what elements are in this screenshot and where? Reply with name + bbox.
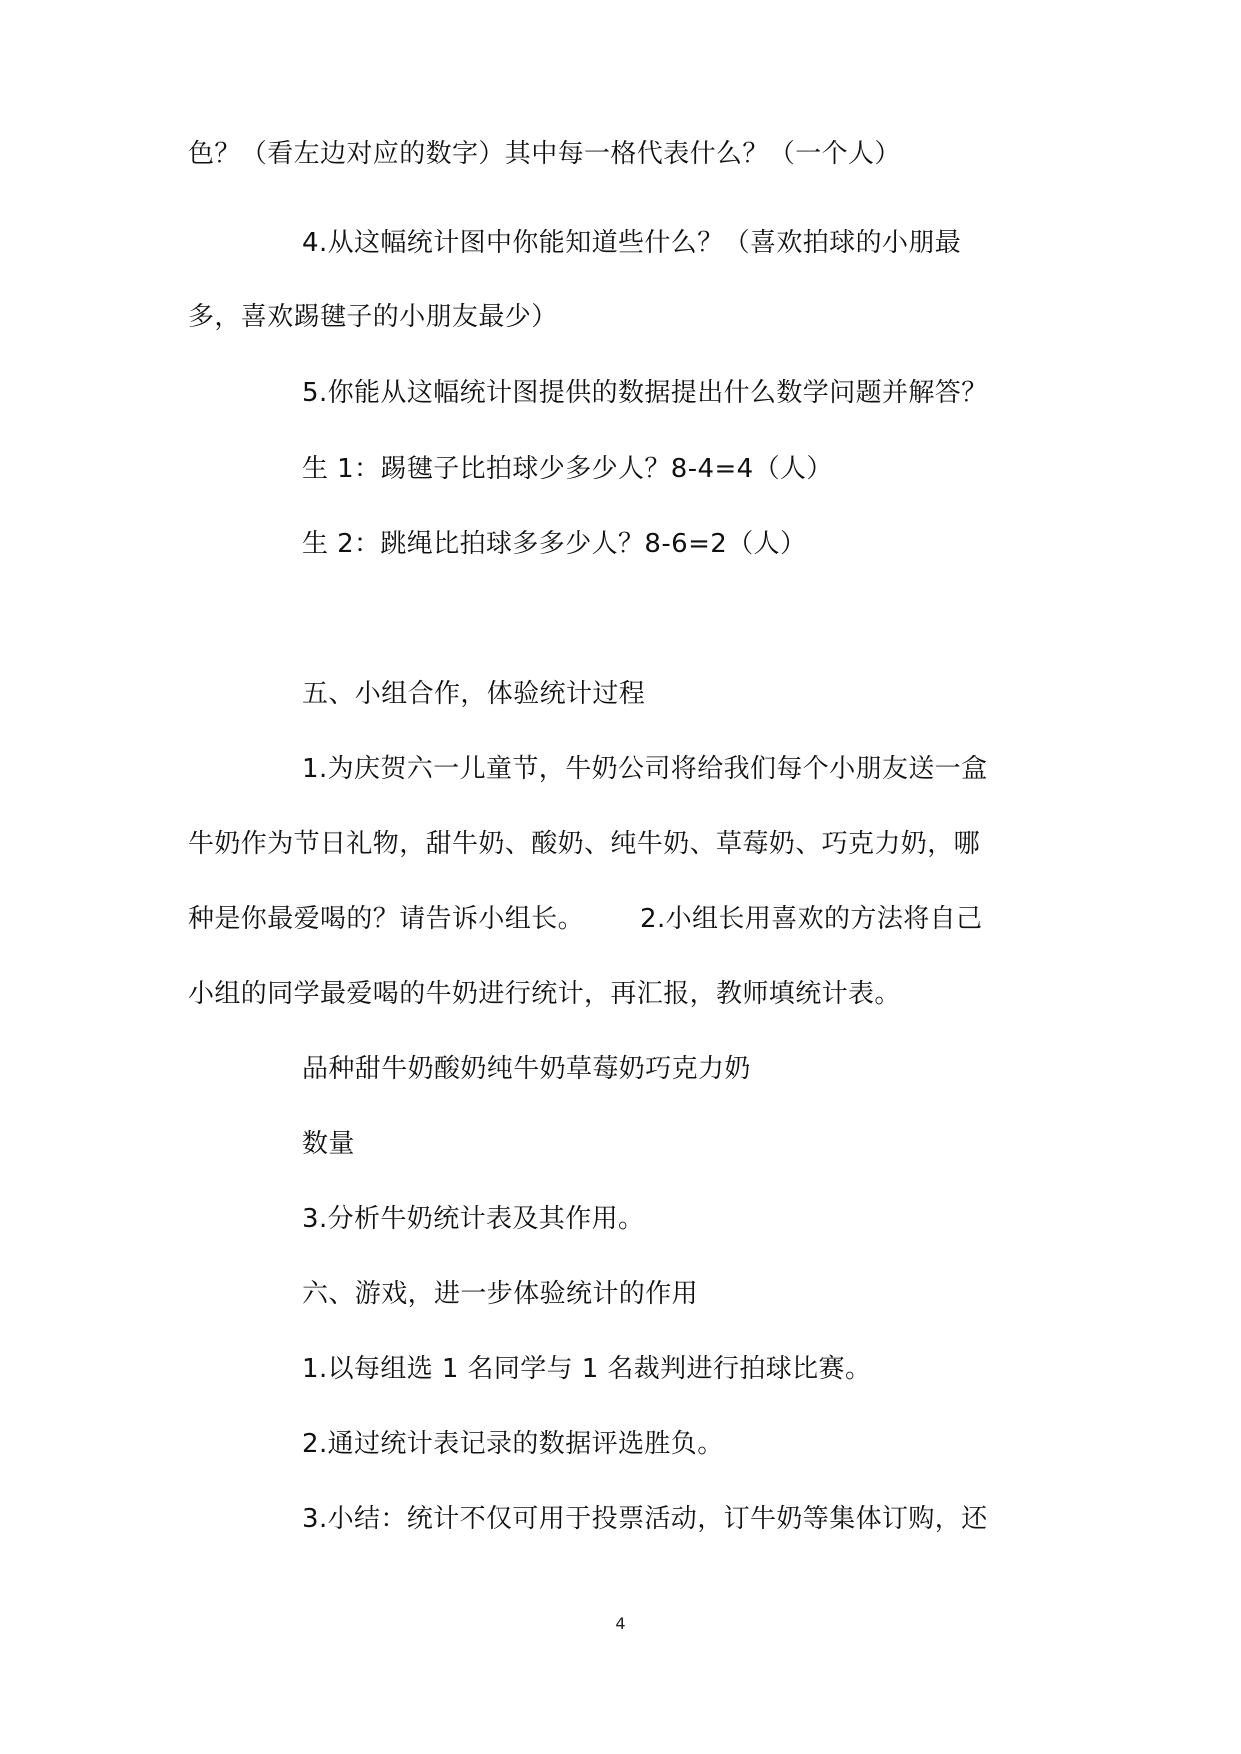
text-line-8: 牛奶作为节日礼物，甜牛奶、酸奶、纯牛奶、草莓奶、巧克力奶，哪: [188, 829, 981, 859]
text-line-5: 生 1：踢毽子比拍球少多少人？8-4=4（人）: [302, 454, 833, 484]
text-line-9-part-1: 种是你最爱喝的？请告诉小组长。: [188, 904, 585, 934]
text-line-9: [188, 902, 982, 936]
table-quantity-row: 数量: [302, 1129, 355, 1159]
text-line-4: 5.你能从这幅统计图提供的数据提出什么数学问题并解答？: [302, 378, 988, 408]
text-line-11: 3.分析牛奶统计表及其作用。: [302, 1204, 645, 1234]
section-heading-6: 六、游戏，进一步体验统计的作用: [302, 1279, 699, 1309]
text-line-12: 1.以每组选 1 名同学与 1 名裁判进行拍球比赛。: [302, 1354, 872, 1384]
text-line-3: 多，喜欢踢毽子的小朋友最少）: [188, 302, 558, 332]
text-line-6: 生 2：跳绳比拍球多多少人？8-6=2（人）: [302, 529, 807, 559]
text-line-10: 小组的同学最爱喝的牛奶进行统计，再汇报，教师填统计表。: [188, 979, 901, 1009]
text-line-9-part-2: 2.小组长用喜欢的方法将自己: [640, 904, 983, 934]
text-line-13: 2.通过统计表记录的数据评选胜负。: [302, 1429, 724, 1459]
text-line-7: 1.为庆贺六一儿童节，牛奶公司将给我们每个小朋友送一盒: [302, 754, 988, 784]
section-heading-5: 五、小组合作，体验统计过程: [302, 679, 646, 709]
text-line-1: 色？（看左边对应的数字）其中每一格代表什么？（一个人）: [188, 139, 901, 169]
text-line-2: 4.从这幅统计图中你能知道些什么？（喜欢拍球的小朋最: [302, 228, 962, 258]
table-header-row: 品种甜牛奶酸奶纯牛奶草莓奶巧克力奶: [302, 1054, 751, 1084]
text-line-14: 3.小结：统计不仅可用于投票活动，订牛奶等集体订购，还: [302, 1504, 988, 1534]
page-number: 4: [615, 1614, 626, 1633]
